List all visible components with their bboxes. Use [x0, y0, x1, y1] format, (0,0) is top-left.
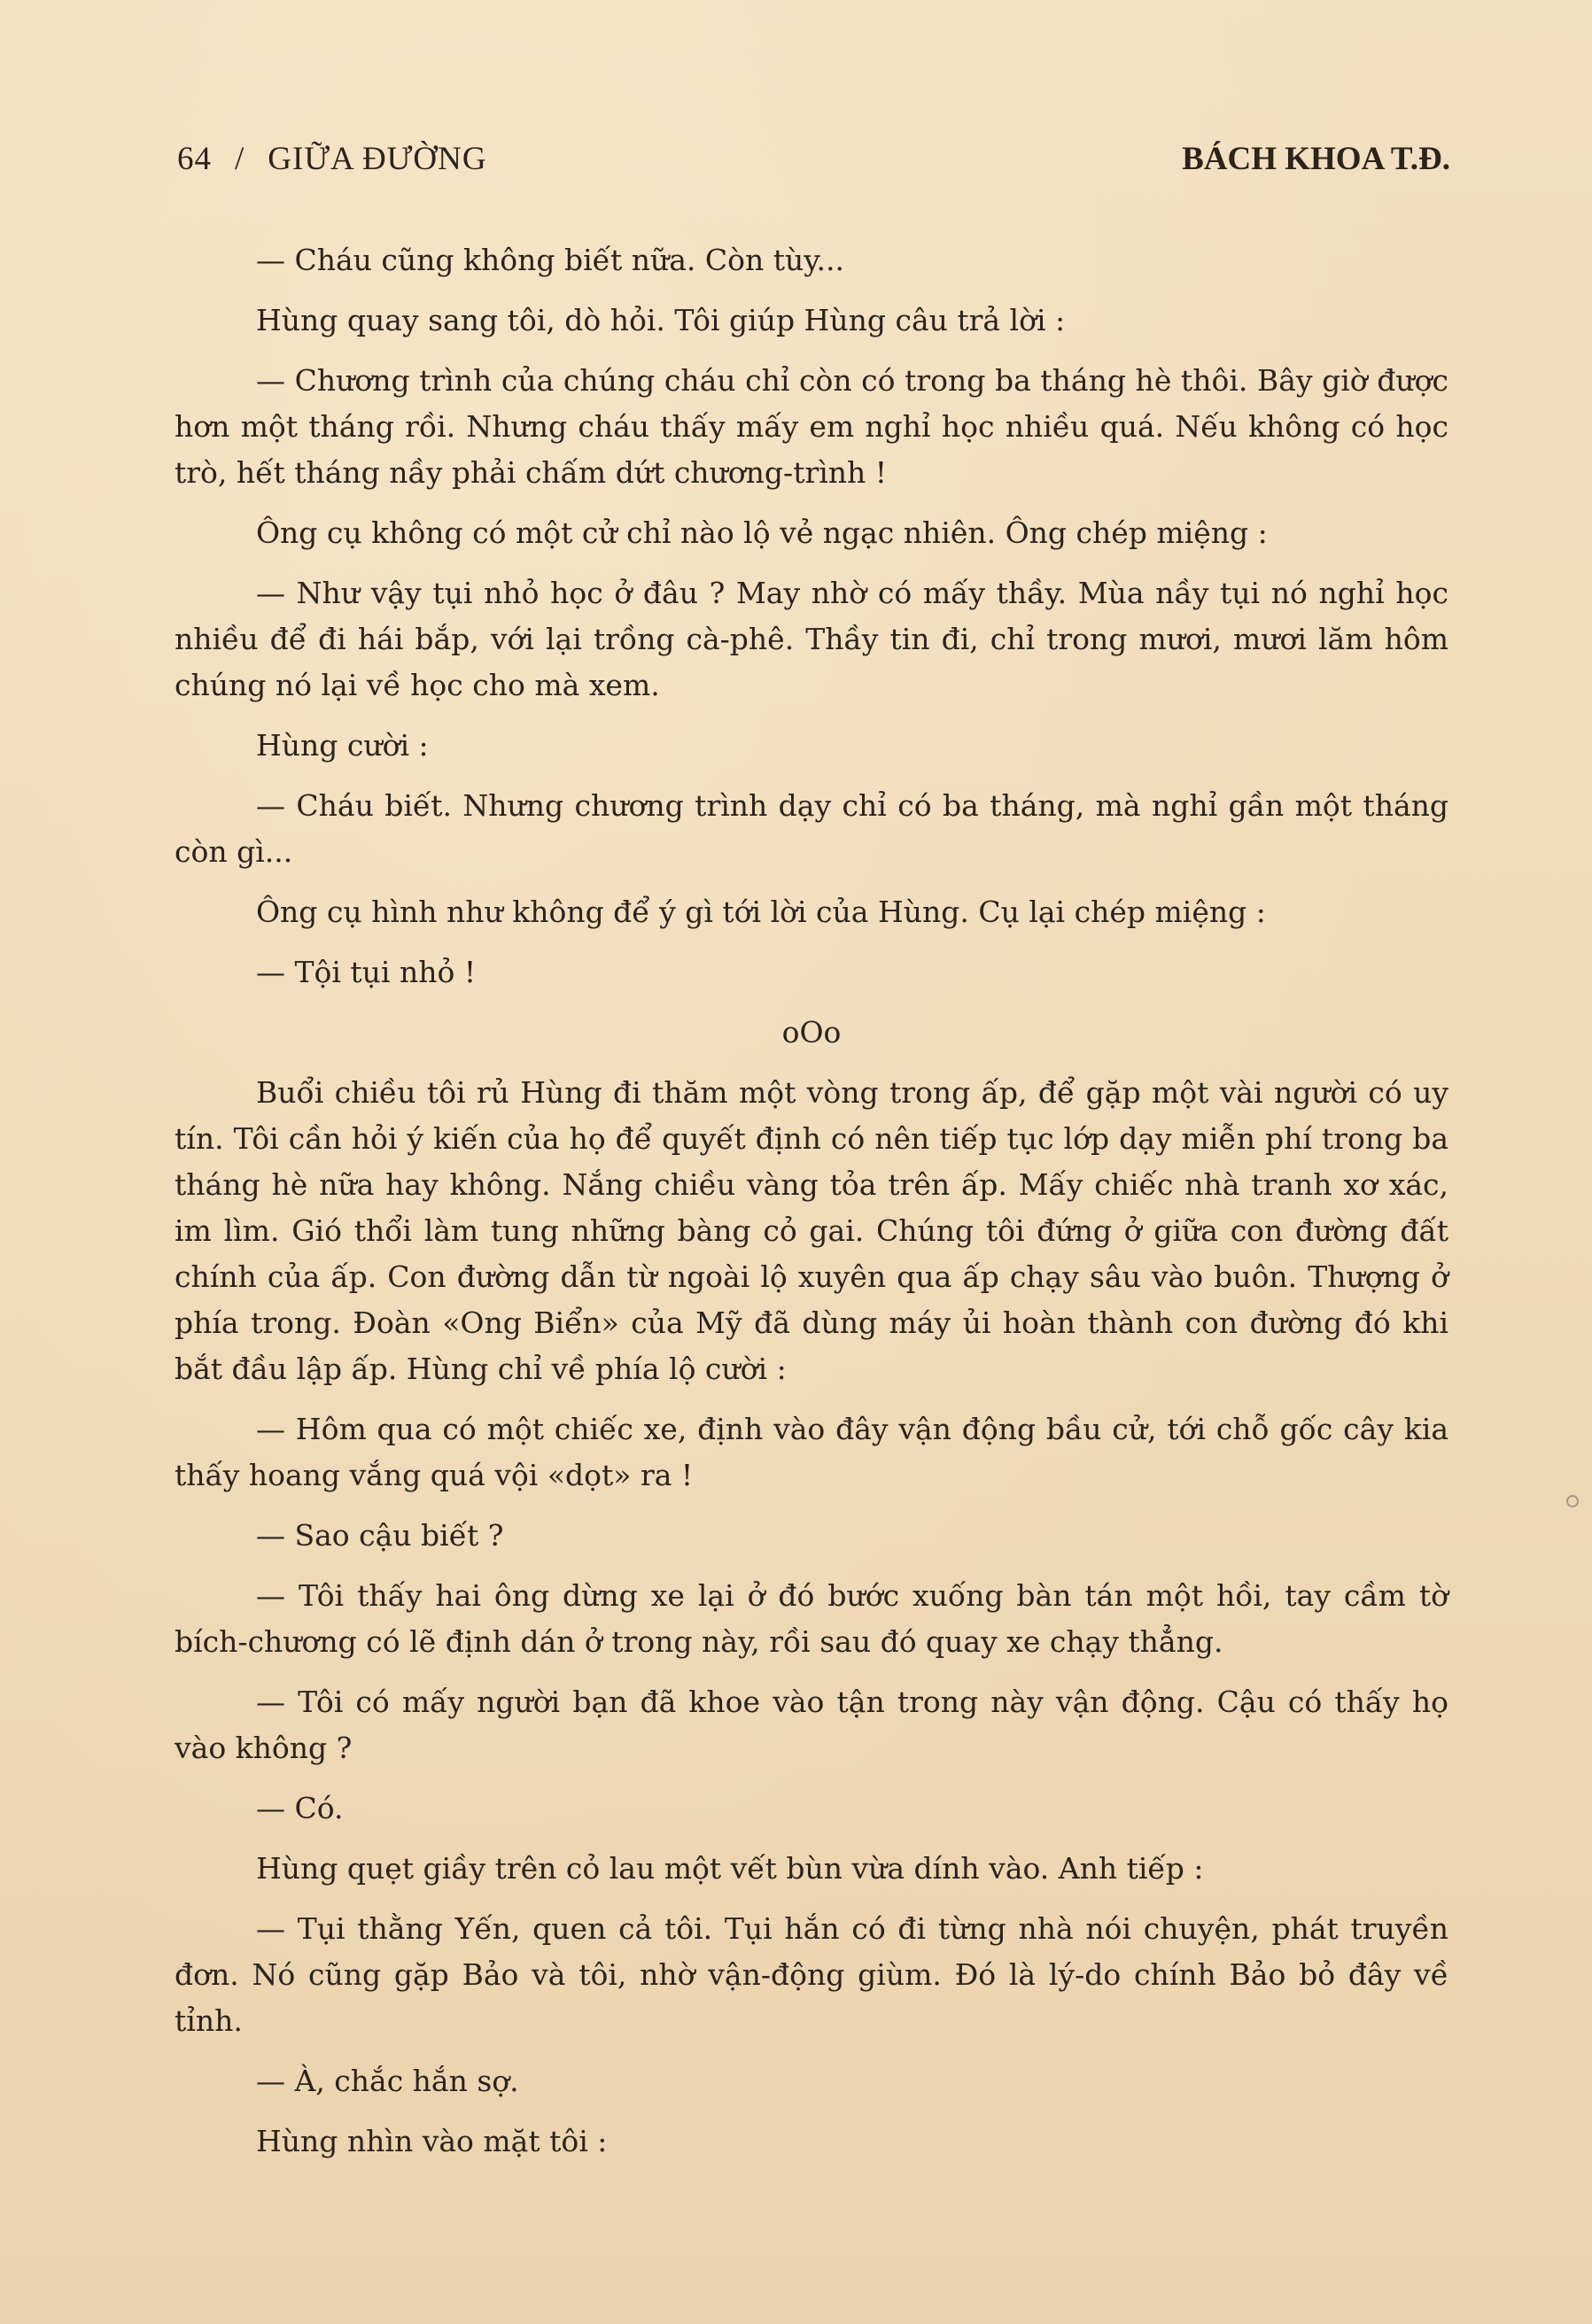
paragraph-4: Ông cụ không có một cử chỉ nào lộ vẻ ngạc nhiên. Ông chép miệng : [256, 515, 1268, 550]
header-left [177, 140, 487, 178]
paragraph-3: — Chương trình của chúng cháu chỉ còn có trong ba tháng hè thôi. Bây giờ được hơn một tháng rồi. Nhưng cháu thấy mấy em nghỉ học nhiều quá. Nếu không có học trò, hết tháng nầy phải chấm dứt chương-trình ! [175, 363, 1448, 490]
running-header [177, 140, 1450, 188]
paragraph-6: Hùng cười : [256, 728, 429, 763]
header-separator: / [235, 141, 245, 177]
paragraph-19: Hùng nhìn vào mặt tôi : [256, 2124, 608, 2158]
paragraph-1: — Cháu cũng không biết nữa. Còn tùy... [256, 243, 844, 277]
paragraph-9: — Tội tụi nhỏ ! [256, 955, 477, 989]
paragraph-8: Ông cụ hình như không để ý gì tới lời của Hùng. Cụ lại chép miệng : [256, 895, 1266, 929]
publication-name: BÁCH KHOA T.Đ. [1182, 141, 1450, 177]
section-title: GIỮA ĐƯỜNG [268, 141, 487, 177]
paragraph-18: — À, chắc hắn sợ. [256, 2064, 519, 2098]
page-number: 64 [177, 141, 212, 177]
paragraph-2: Hùng quay sang tôi, dò hỏi. Tôi giúp Hùng câu trả lời : [256, 303, 1066, 337]
margin-speck [1566, 1495, 1579, 1507]
paragraph-12: — Sao cậu biết ? [256, 1518, 504, 1553]
paragraph-14: — Tôi có mấy người bạn đã khoe vào tận trong này vận động. Cậu có thấy họ vào không ? [175, 1685, 1448, 1765]
section-break: oOo [781, 1015, 842, 1050]
body-text [175, 237, 1448, 2179]
paragraph-5: — Như vậy tụi nhỏ học ở đâu ? May nhờ có mấy thầy. Mùa nầy tụi nó nghỉ học nhiều để đi hái bắp, với lại trồng cà-phê. Thầy tin đi, chỉ trong mươi, mươi lăm hôm chúng nó lại về học cho mà xem. [175, 576, 1448, 702]
paragraph-13: — Tôi thấy hai ông dừng xe lại ở đó bước xuống bàn tán một hồi, tay cầm tờ bích-chương có lẽ định dán ở trong này, rồi sau đó quay xe chạy thẳng. [175, 1578, 1448, 1659]
paragraph-16: Hùng quẹt giầy trên cỏ lau một vết bùn vừa dính vào. Anh tiếp : [256, 1851, 1204, 1886]
paragraph-17: — Tụi thằng Yến, quen cả tôi. Tụi hắn có đi từng nhà nói chuyện, phát truyền đơn. Nó cũng gặp Bảo và tôi, nhờ vận-động giùm. Đó là lý-do chính Bảo bỏ đây về tỉnh. [175, 1911, 1448, 2038]
paragraph-7: — Cháu biết. Nhưng chương trình dạy chỉ có ba tháng, mà nghỉ gần một tháng còn gì... [175, 788, 1448, 869]
paragraph-11: — Hôm qua có một chiếc xe, định vào đây vận động bầu cử, tới chỗ gốc cây kia thấy hoang vắng quá vội «dọt» ra ! [175, 1412, 1448, 1492]
paragraph-10: Buổi chiều tôi rủ Hùng đi thăm một vòng trong ấp, để gặp một vài người có uy tín. Tôi cần hỏi ý kiến của họ để quyết định có nên tiếp tục lớp dạy miễn phí trong ba tháng hè nữa hay không. Nắng chiều vàng tỏa trên ấp. Mấy chiếc nhà tranh xơ xác, im lìm. Gió thổi làm tung những bàng cỏ gai. Chúng tôi đứng ở giữa con đường đất chính của ấp. Con đường dẫn từ ngoài lộ xuyên qua ấp chạy sâu vào buôn. Thượng ở phía trong. Đoàn «Ong Biển» của Mỹ đã dùng máy ủi hoàn thành con đường đó khi bắt đầu lập ấp. Hùng chỉ về phía lộ cười : [175, 1075, 1448, 1386]
paragraph-15: — Có. [256, 1791, 344, 1825]
